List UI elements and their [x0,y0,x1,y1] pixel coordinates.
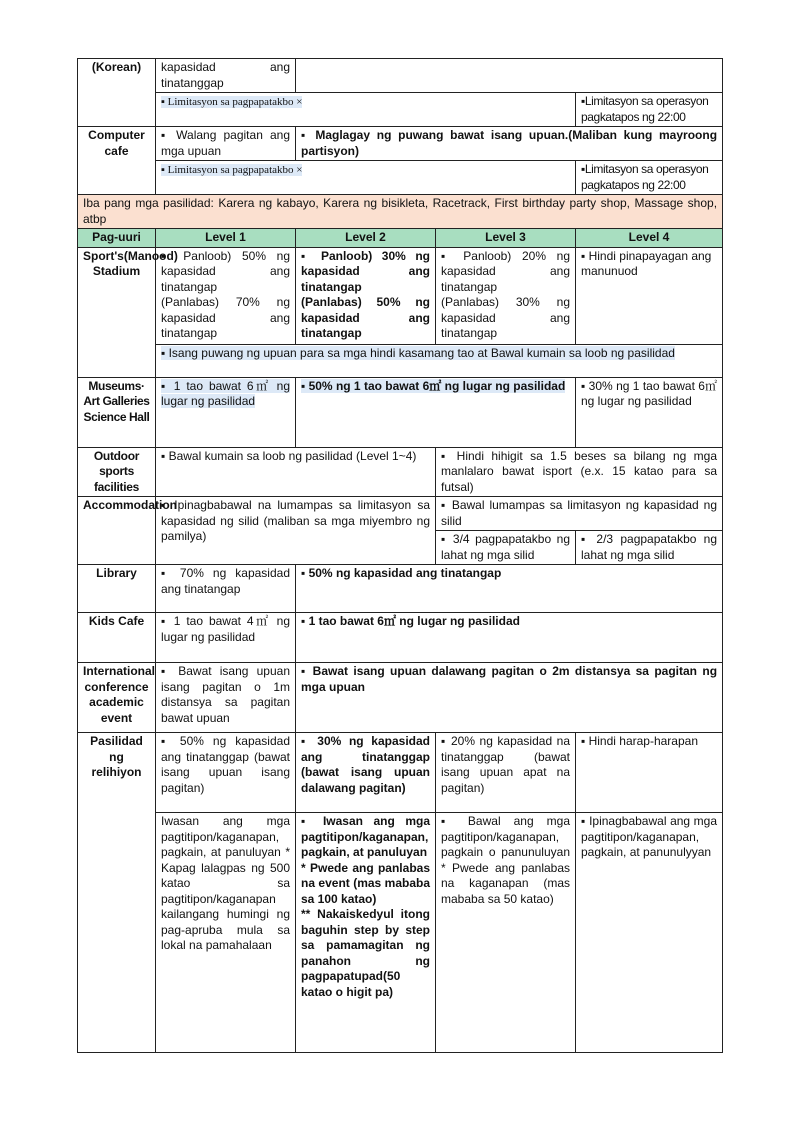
korean-running-limit: ▪ Limitasyon sa pagpapatakbo × [156,93,576,127]
computer-cafe-op-limit: ▪Limitasyon sa operasyon pagkatapos ng 22:00 [576,161,723,195]
museums-level-4: ▪ 30% ng 1 tao bawat 6㎡ ng lugar ng pasilidad [576,377,723,447]
header-level-4: Level 4 [576,229,723,248]
religious-r1-level-2: ▪ 30% ng kapasidad ang tinatanggap (bawat isang upuan dalawang pagitan) [296,733,436,813]
table-row [78,161,723,195]
sports-level-2 [296,247,436,344]
sports-common-rule: ▪ Isang puwang ng upuan para sa mga hindi kasamang tao at Bawal kumain sa loob ng pasilidad [156,344,723,377]
table-row [78,813,723,1053]
table-row [78,733,723,813]
header-level-1: Level 1 [156,229,296,248]
computer-cafe-running-limit: ▪ Limitasyon sa pagpapatakbo × [156,161,576,195]
category-computer-cafe: Computer cafe [78,127,156,195]
religious-r2-level-2 [296,813,436,1053]
table-row [78,195,723,229]
sports-l3-indoor: ▪ Panloob) 20% ng kapasidad ang tinatangap [441,248,570,294]
accommodation-level-3-4: ▪ Bawal lumampas sa limitasyon ng kapasidad ng silid [436,497,723,531]
religious-r2-level-1: Iwasan ang mga pagtitipon/kaganapan, pagkain, at panuluyan * Kapag lalagpas ng 500 katao sa pagtitipon/kaganapan kailangang humingi ng pag-apruba mula sa lokal na pamahalaan [156,813,296,1053]
religious-r2-l2-outdoor: * Pwede ang panlabas na event (mas mababa sa 100 katao) [301,860,430,906]
library-level-2-4: ▪ 50% ng kapasidad ang tinatangap [296,565,723,613]
conference-level-1: ▪ Bawat isang upuan isang pagitan o 1m distansya sa pagitan bawat upuan [156,663,296,733]
sports-l1-indoor: ▪ Panloob) 50% ng kapasidad ang tinatangap [161,248,290,294]
table-row [78,59,723,93]
category-korean: (Korean) [78,59,156,127]
sports-l2-outdoor: (Panlabas) 50% ng kapasidad ang tinatangap [301,295,430,340]
category-kids-cafe: Kids Cafe [78,613,156,663]
table-row [78,447,723,497]
sports-level-3 [436,247,576,344]
category-library: Library [78,565,156,613]
religious-r2-level-4: ▪ Ipinagbabawal ang mga pagtitipon/kaganapan, pagkain, at panunulyyan [576,813,723,1053]
museums-level-2-3: ▪ 50% ng 1 tao bawat 6㎡ ng lugar ng pasilidad [296,377,576,447]
religious-r1-level-1: ▪ 50% ng kapasidad ang tinatanggap (bawat isang upuan isang pagitan) [156,733,296,813]
kids-cafe-level-1: ▪ 1 tao bawat 4㎡ ng lugar ng pasilidad [156,613,296,663]
table-row [78,613,723,663]
quarantine-level-table [77,58,723,1053]
header-level-3: Level 3 [436,229,576,248]
accommodation-level-3: ▪ 3/4 pagpapatakbo ng lahat ng mga silid [436,531,576,565]
table-header-row [78,229,723,248]
header-category: Pag-uuri [78,229,156,248]
category-accommodation: Accommodation [78,497,156,565]
sports-l3-outdoor: (Panlabas) 30% ng kapasidad ang tinatangap [441,295,570,340]
museums-level-1: ▪ 1 tao bawat 6㎡ ng lugar ng pasilidad [156,377,296,447]
table-row [78,497,723,531]
category-outdoor-sports: Outdoor sports facilities [78,447,156,497]
accommodation-level-1-2: ▪ Ipinagbabawal na lumampas sa limitasyon sa kapasidad ng silid (maliban sa mga miyembro ng pamilya) [156,497,436,565]
table-row [78,565,723,613]
sports-l1-outdoor: (Panlabas) 70% ng kapasidad ang tinatangap [161,295,290,340]
religious-r1-level-4: ▪ Hindi harap-harapan [576,733,723,813]
category-museums: Museums· Art Galleries Science Hall [78,377,156,447]
category-religious: Pasilidad ng relihiyon [78,733,156,1053]
empty-cell [296,59,723,93]
sports-l2-indoor: ▪ Panloob) 30% ng kapasidad ang tinatangap [301,248,430,294]
kids-cafe-level-2-4: ▪ 1 tao bawat 6㎡ ng lugar ng pasilidad [296,613,723,663]
document-page [77,58,722,1053]
korean-op-limit: ▪Limitasyon sa operasyon pagkatapos ng 22:00 [576,93,723,127]
other-facilities-note: Iba pang mga pasilidad: Karera ng kabayo, Karera ng bisikleta, Racetrack, First birthday party shop, Massage shop, atbp [78,195,723,229]
category-sports-stadium: Sport's(Manood) Stadium [78,247,156,377]
conference-level-2-4: ▪ Bawat isang upuan dalawang pagitan o 2m distansya sa pagitan ng mga upuan [296,663,723,733]
korean-capacity: kapasidad ang tinatanggap [156,59,296,93]
outdoor-level-3-4: ▪ Hindi hihigit sa 1.5 beses sa bilang ng mga manlalaro bawat isport (e.x. 15 katao para sa futsal) [436,447,723,497]
computer-cafe-place-gap: ▪ Maglagay ng puwang bawat isang upuan.(Maliban kung mayroong partisyon) [296,127,723,161]
computer-cafe-no-gap: ▪ Walang pagitan ang mga upuan [156,127,296,161]
table-row [78,344,723,377]
library-level-1: ▪ 70% ng kapasidad ang tinatangap [156,565,296,613]
religious-r2-level-3: ▪ Bawal ang mga pagtitipon/kaganapan, pagkain o panunuluyan * Pwede ang panlabas na kaganapan (mas mababa sa 50 katao) [436,813,576,1053]
outdoor-level-1-2: ▪ Bawal kumain sa loob ng pasilidad (Level 1~4) [156,447,436,497]
religious-r1-level-3: ▪ 20% ng kapasidad na tinatanggap (bawat isang upuan apat na pagitan) [436,733,576,813]
table-row [78,377,723,447]
header-level-2: Level 2 [296,229,436,248]
accommodation-level-4: ▪ 2/3 pagpapatakbo ng lahat ng mga silid [576,531,723,565]
religious-r2-l2-schedule: ** Nakaiskedyul itong baguhin step by step sa pamamagitan ng panahon ng pagpapatupad(50 katao o higit pa) [301,907,430,999]
religious-r2-l2-avoid: ▪ Iwasan ang mga pagtitipon/kaganapan, pagkain, at panuluyan [301,814,430,859]
table-row [78,93,723,127]
sports-level-1 [156,247,296,344]
category-conference: International conference academic event [78,663,156,733]
table-row [78,247,723,344]
table-row [78,663,723,733]
table-row [78,127,723,161]
sports-level-4: ▪ Hindi pinapayagan ang manunuod [576,247,723,344]
